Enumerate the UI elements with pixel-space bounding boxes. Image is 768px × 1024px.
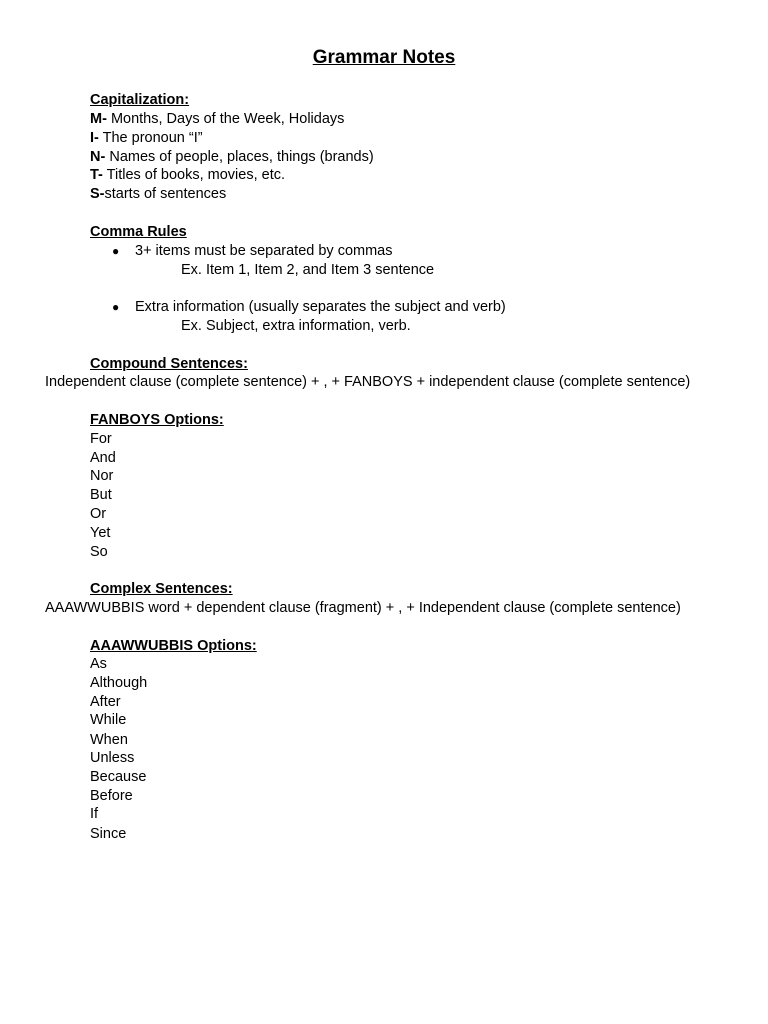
comma-rule-text: 3+ items must be separated by commas (135, 243, 393, 259)
aaawwubbis-option: As (90, 656, 107, 672)
capitalization-letter: N- (90, 149, 106, 165)
fanboys-option: So (90, 544, 108, 560)
aaawwubbis-option: After (90, 694, 121, 710)
fanboys-option: Or (90, 506, 107, 522)
compound-sentences-heading: Compound Sentences: (90, 356, 248, 372)
comma-rules-heading: Comma Rules (90, 224, 187, 240)
capitalization-item (90, 148, 374, 167)
capitalization-item (90, 166, 285, 185)
capitalization-letter: I- (90, 130, 99, 146)
fanboys-option: Yet (90, 525, 111, 541)
capitalization-letter: T- (90, 167, 103, 183)
comma-rule-text: Extra information (usually separates the subject and verb) (135, 299, 506, 315)
fanboys-option: For (90, 431, 112, 447)
aaawwubbis-option: Unless (90, 750, 135, 766)
bullet-icon: ● (112, 300, 120, 314)
capitalization-text: starts of sentences (104, 186, 227, 202)
compound-sentences-formula: Independent clause (complete sentence) + , + FANBOYS + independent clause (complete sentence) (45, 374, 691, 390)
capitalization-text: Months, Days of the Week, Holidays (106, 111, 345, 127)
fanboys-option: And (90, 450, 116, 466)
comma-rule-bullet (112, 242, 393, 261)
capitalization-text: Titles of books, movies, etc. (102, 167, 286, 183)
fanboys-option: But (90, 487, 112, 503)
capitalization-item (90, 129, 203, 148)
aaawwubbis-option: Because (90, 769, 147, 785)
capitalization-item (90, 110, 344, 129)
aaawwubbis-option: When (90, 732, 128, 748)
aaawwubbis-option: Since (90, 826, 127, 842)
aaawwubbis-option: Before (90, 788, 133, 804)
capitalization-text: Names of people, places, things (brands) (105, 149, 374, 165)
capitalization-letter: M- (90, 111, 107, 127)
aaawwubbis-options-heading: AAAWWUBBIS Options: (90, 638, 257, 654)
capitalization-letter: S- (90, 186, 105, 202)
comma-rule-example: Ex. Subject, extra information, verb. (181, 318, 411, 334)
aaawwubbis-option: While (90, 712, 127, 728)
complex-sentences-heading: Complex Sentences: (90, 581, 233, 597)
aaawwubbis-option: If (90, 806, 99, 822)
comma-rule-bullet (112, 298, 506, 317)
capitalization-text: The pronoun “I” (98, 130, 203, 146)
capitalization-item (90, 185, 226, 204)
fanboys-option: Nor (90, 468, 114, 484)
bullet-icon: ● (112, 244, 120, 258)
capitalization-heading: Capitalization: (90, 92, 190, 108)
comma-rule-example: Ex. Item 1, Item 2, and Item 3 sentence (181, 262, 435, 278)
aaawwubbis-option: Although (90, 675, 148, 691)
fanboys-options-heading: FANBOYS Options: (90, 412, 224, 428)
complex-sentences-formula: AAAWWUBBIS word + dependent clause (fragment) + , + Independent clause (complete sentence) (45, 600, 681, 616)
page-title: Grammar Notes (312, 47, 456, 68)
